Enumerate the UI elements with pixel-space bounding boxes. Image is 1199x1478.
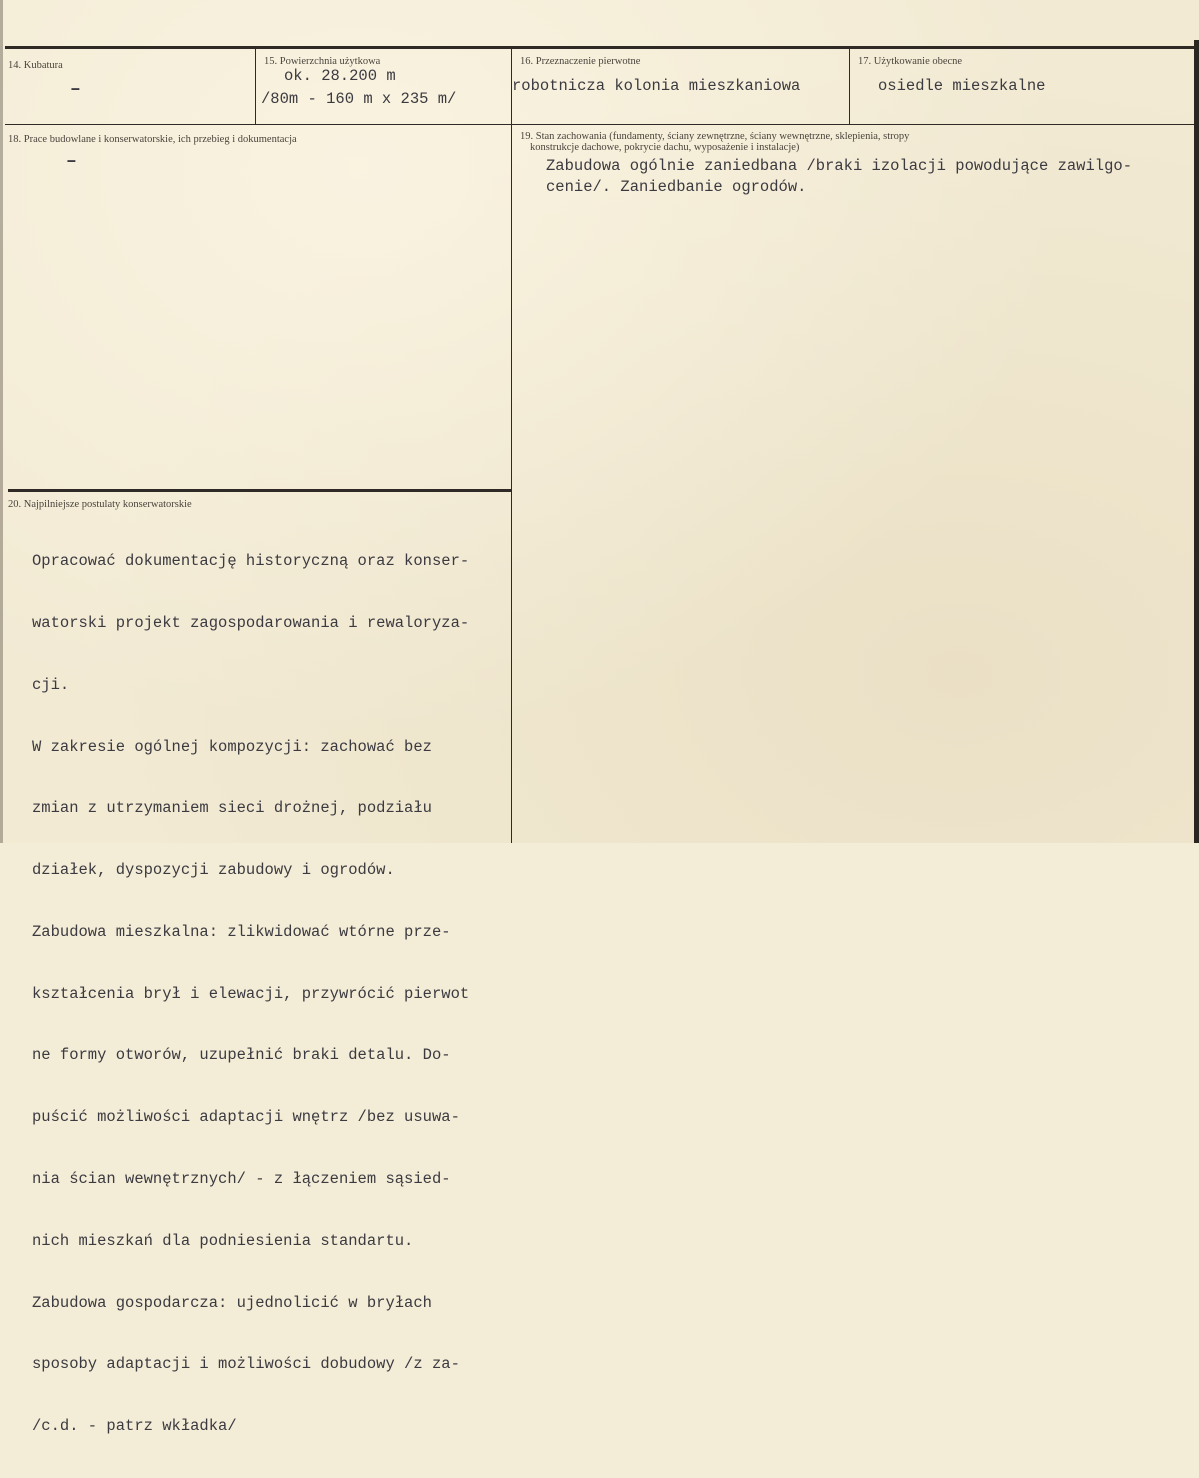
field-20-line: /c.d. - patrz wkładka/ [32,1417,237,1436]
field-14-value: – [70,80,81,100]
field-20-line: Zabudowa mieszkalna: zlikwidować wtórne prze- [32,922,451,941]
row-divider-1 [5,124,1194,125]
scan-edge-right [1194,40,1199,843]
scan-edge-left [0,0,3,843]
field-20-line: ne formy otworów, uzupełnić braki detalu. Do- [32,1046,451,1065]
field-18-value: – [66,152,77,172]
field-20-label: 20. Najpilniejsze postulaty konserwatorskie [8,499,192,510]
field-19-text-line2: cenie/. Zaniedbanie ogrodów. [546,178,807,196]
col-divider-15-16 [511,48,512,843]
field-18-label: 18. Prace budowlane i konserwatorskie, ich przebieg i dokumentacja [8,134,297,145]
field-19-label-line1: 19. Stan zachowania (fundamenty, ściany zewnętrzne, ściany wewnętrzne, sklepienia, stropy [520,131,910,142]
field-16-label: 16. Przeznaczenie pierwotne [520,56,641,67]
field-17-value: osiedle mieszkalne [878,77,1046,95]
field-20-line: cji. [32,675,70,694]
field-17-label: 17. Użytkowanie obecne [858,56,963,67]
field-16-value: robotnicza kolonia mieszkaniowa [512,77,801,95]
field-20-line: nich mieszkań dla podniesienia standartu. [32,1231,414,1250]
field-20-line: zmian z utrzymaniem sieci drożnej, podziału [32,799,432,818]
field-20-line: Opracować dokumentację historyczną oraz konser- [32,552,470,571]
field-20-line: Zabudowa gospodarcza: ujednolicić w bryłach [32,1293,432,1312]
field-15-label: 15. Powierzchnia użytkowa [264,56,381,67]
field-19-text-line1: Zabudowa ogólnie zaniedbana /braki izolacji powodujące zawilgo- [546,157,1132,175]
field-20-line: działek, dyspozycji zabudowy i ogrodów. [32,861,395,880]
field-20-line: kształcenia brył i elewacji, przywrócić pierwot [32,984,470,1003]
top-rule [5,46,1194,49]
field-20-text [32,510,469,1478]
field-20-line: nia ścian wewnętrznych/ - z łączeniem sąsied- [32,1170,451,1188]
field-20-line: W zakresie ogólnej kompozycji: zachować bez [32,737,432,756]
field-20-line: sposoby adaptacji i możliwości dobudowy /z za- [32,1355,460,1374]
field-15-value-line1: ok. 28.200 m [284,67,396,85]
field-20-line: watorski projekt zagospodarowania i rewaloryza- [32,613,470,632]
section-20-rule [8,489,512,492]
field-20-line: puścić możliwości adaptacji wnętrz /bez usuwa- [32,1108,460,1127]
col-divider-14-15 [255,48,256,124]
field-15-value-line2: /80m - 160 m x 235 m/ [261,90,457,108]
col-divider-16-17 [849,48,850,124]
field-19-label-line2: konstrukcje dachowe, pokrycie dachu, wyposażenie i instalacje) [530,142,800,153]
field-14-label: 14. Kubatura [8,60,63,71]
